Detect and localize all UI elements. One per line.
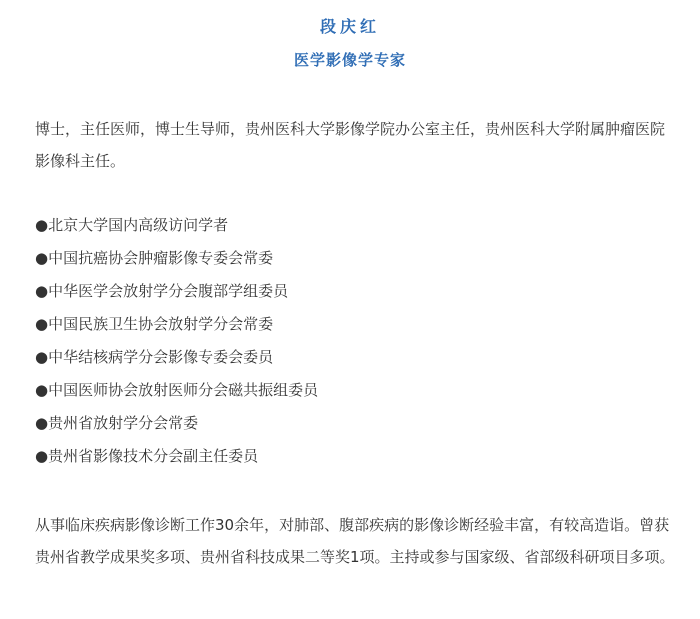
role-item: ●中国抗癌协会肿瘤影像专委会常委 — [35, 249, 274, 267]
role-item: ●中国民族卫生协会放射学分会常委 — [35, 315, 274, 333]
role-item: ●北京大学国内高级访问学者 — [35, 216, 229, 234]
expert-title: 医学影像学专家 — [293, 51, 406, 69]
intro-paragraph: 博士，主任医师，博士生导师，贵州医科大学影像学院办公室主任，贵州医科大学附属肿瘤医院影像科主任。 — [35, 120, 666, 170]
role-item: ●中国医师协会放射医师分会磁共振组委员 — [35, 381, 319, 399]
summary-paragraph: 从事临床疾病影像诊断工作30余年，对肺部、腹部疾病的影像诊断经验丰富，有较高造诣。曾获贵州省教学成果奖多项、贵州省科技成果二等奖1项。主持或参与国家级、省部级科研项目多项。 — [35, 516, 675, 566]
role-item: ●中华医学会放射学分会腹部学组委员 — [35, 282, 289, 300]
role-item: ●贵州省影像技术分会副主任委员 — [35, 447, 259, 465]
expert-name: 段庆红 — [319, 17, 380, 36]
role-item: ●贵州省放射学分会常委 — [35, 414, 199, 432]
role-item: ●中华结核病学分会影像专委会委员 — [35, 348, 274, 366]
roles-list — [35, 209, 675, 473]
